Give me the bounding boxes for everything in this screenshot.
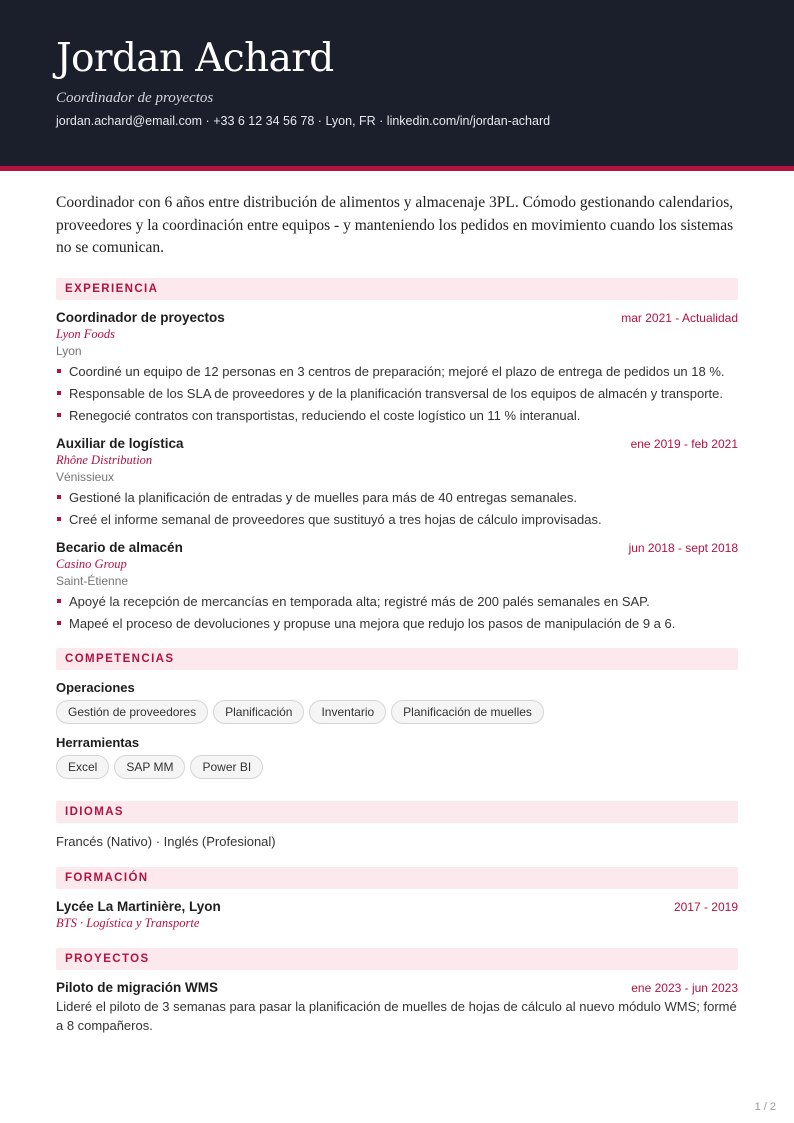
skill-category: Herramientas	[56, 734, 140, 750]
job-dates: mar 2021 - Actualidad	[621, 310, 738, 325]
section-title-languages: IDIOMAS	[56, 801, 738, 823]
skill-chip: Power BI	[190, 755, 263, 779]
job-dates: jun 2018 - sept 2018	[628, 540, 738, 555]
contact-line: jordan.achard@email.com · +33 6 12 34 56 78 · Lyon, FR · linkedin.com/in/jordan-achard	[56, 114, 551, 128]
job-role: Becario de almacén	[56, 539, 183, 555]
section-title-experience: EXPERIENCIA	[56, 278, 738, 300]
skill-chip: Inventario	[309, 700, 386, 724]
section-title-skills: COMPETENCIAS	[56, 648, 738, 670]
job-location: Saint-Étienne	[56, 573, 129, 588]
job-bullets	[56, 363, 738, 424]
job-bullet: Apoyé la recepción de mercancías en temporada alta; registré más de 200 palés semanales en SAP.	[56, 593, 738, 610]
job-company: Casino Group	[56, 556, 127, 571]
skill-chip: Gestión de proveedores	[56, 700, 208, 724]
project-dates: ene 2023 - jun 2023	[631, 980, 738, 995]
job-company: Rhône Distribution	[56, 452, 153, 467]
job-bullet: Creé el informe semanal de proveedores que sustituyó a tres hojas de cálculo improvisadas.	[56, 511, 738, 528]
job-entry	[56, 540, 738, 632]
resume-header	[0, 0, 794, 171]
skill-category: Operaciones	[56, 679, 135, 695]
project-description: Lideré el piloto de 3 semanas para pasar la planificación de muelles de hojas de cálculo al nuevo módulo WMS; formé a 8 compañeros.	[56, 998, 737, 1033]
education-dates: 2017 - 2019	[673, 899, 738, 914]
job-entry	[56, 436, 738, 528]
job-bullet: Renegocié contratos con transportistas, reduciendo el coste logístico un 11 % interanual.	[56, 407, 738, 424]
job-bullet: Mapeé el proceso de devoluciones y propuse una mejora que redujo los pasos de manipulación de 9 a 6.	[56, 615, 738, 632]
page-number: 1 / 2	[754, 1101, 776, 1113]
candidate-headline: Coordinador de proyectos	[56, 90, 214, 106]
school-name: Lycée La Martinière, Lyon	[56, 898, 221, 914]
job-bullet: Gestioné la planificación de entradas y de muelles para más de 40 entregas semanales.	[56, 489, 738, 506]
skill-chip: Planificación de muelles	[391, 700, 544, 724]
job-company: Lyon Foods	[56, 326, 116, 341]
skill-chips	[56, 755, 738, 779]
languages-list: Francés (Nativo) · Inglés (Profesional)	[56, 833, 276, 849]
profile-summary: Coordinador con 6 años entre distribución de alimentos y almacenaje 3PL. Cómodo gestionando calendarios, proveedores y la coordinación entre equipos - y manteniendo los pedidos en movimiento cuando los sistemas no se comunican.	[56, 194, 734, 256]
section-title-projects: PROYECTOS	[56, 948, 738, 970]
section-title-education: FORMACIÓN	[56, 867, 738, 889]
job-entry	[56, 310, 738, 424]
skill-chips	[56, 700, 738, 724]
project-name: Piloto de migración WMS	[56, 979, 219, 995]
skill-chip: SAP MM	[114, 755, 185, 779]
resume-body	[56, 192, 738, 1035]
education-entry	[56, 899, 738, 931]
skill-chip: Excel	[56, 755, 109, 779]
degree-name: BTS · Logística y Transporte	[56, 915, 200, 930]
job-dates: ene 2019 - feb 2021	[630, 436, 738, 451]
candidate-name: Jordan Achard	[56, 36, 334, 81]
job-role: Coordinador de proyectos	[56, 309, 225, 325]
job-role: Auxiliar de logística	[56, 435, 184, 451]
job-bullets	[56, 489, 738, 528]
skill-chip: Planificación	[213, 700, 304, 724]
job-location: Lyon	[56, 343, 82, 358]
job-location: Vénissieux	[56, 469, 115, 484]
job-bullet: Responsable de los SLA de proveedores y de la planificación transversal de los equipos de almacén y transporte.	[56, 385, 738, 402]
job-bullets	[56, 593, 738, 632]
project-entry	[56, 980, 738, 1035]
job-bullet: Coordiné un equipo de 12 personas en 3 centros de preparación; mejoré el plazo de entrega de pedidos un 18 %.	[56, 363, 738, 380]
